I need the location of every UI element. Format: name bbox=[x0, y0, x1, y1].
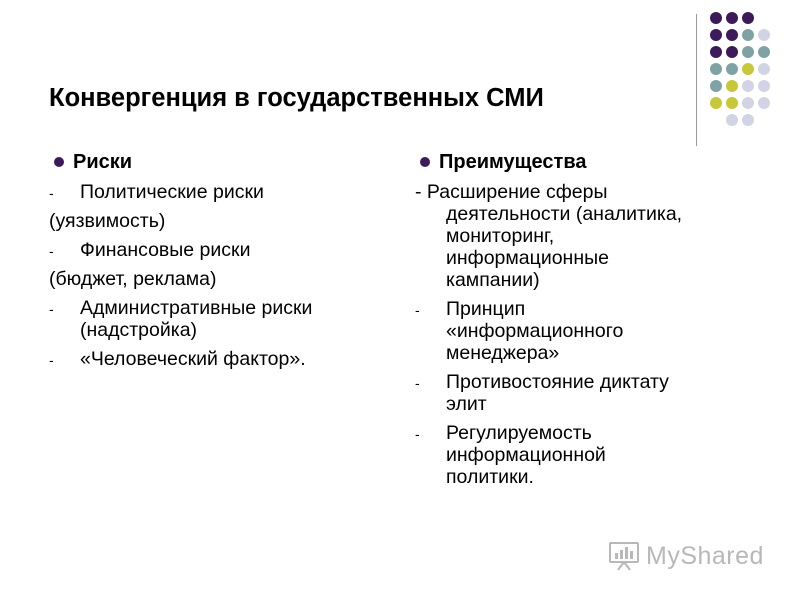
presentation-board-icon bbox=[608, 540, 640, 572]
watermark bbox=[608, 536, 764, 576]
decorative-dot bbox=[726, 80, 738, 92]
list-item bbox=[415, 371, 785, 415]
decorative-dot bbox=[742, 114, 754, 126]
risks-column bbox=[49, 150, 394, 377]
decorative-dot bbox=[758, 80, 770, 92]
bullet-dot-icon bbox=[420, 157, 430, 167]
decorative-dot bbox=[742, 12, 754, 24]
list-item-text: Принцип «информационного менеджера» bbox=[446, 298, 624, 364]
list-item-text: - Расширение сферы деятельности (аналитика, мониторинг, информационные кампании) bbox=[415, 181, 683, 291]
watermark-text: MyShared bbox=[646, 541, 764, 570]
list-item-text: Политические риски bbox=[80, 181, 264, 203]
decorative-dot bbox=[726, 63, 738, 75]
list-item-text: Административные риски (надстройка) bbox=[80, 297, 313, 341]
decorative-dot bbox=[726, 29, 738, 41]
dash-marker: - bbox=[415, 302, 420, 318]
risks-list bbox=[49, 181, 394, 370]
list-item bbox=[49, 297, 394, 341]
decorative-dot bbox=[758, 63, 770, 75]
list-item bbox=[415, 298, 785, 364]
decorative-dot bbox=[710, 97, 722, 109]
decorative-dot bbox=[710, 29, 722, 41]
decorative-dot bbox=[726, 12, 738, 24]
decorative-dot bbox=[742, 63, 754, 75]
decorative-dot bbox=[710, 12, 722, 24]
decorative-dot bbox=[742, 97, 754, 109]
dash-marker: - bbox=[49, 243, 54, 259]
bullet-dot-icon bbox=[54, 157, 64, 167]
dash-marker: - bbox=[49, 352, 54, 368]
decorative-dot bbox=[710, 46, 722, 58]
decorative-dot-grid bbox=[0, 0, 800, 140]
slide-title: Конвергенция в государственных СМИ bbox=[49, 84, 544, 112]
list-item bbox=[49, 348, 394, 370]
list-item bbox=[49, 268, 394, 290]
decorative-dot bbox=[726, 97, 738, 109]
list-item-text: «Человеческий фактор». bbox=[80, 348, 306, 370]
decorative-dot bbox=[758, 46, 770, 58]
decorative-dot bbox=[726, 46, 738, 58]
list-item-text: Противостояние диктату элит bbox=[446, 371, 669, 415]
decorative-dot bbox=[758, 29, 770, 41]
list-item bbox=[49, 210, 394, 232]
decorative-dot bbox=[742, 46, 754, 58]
decorative-dot bbox=[758, 97, 770, 109]
risks-heading-label: Риски bbox=[73, 151, 133, 173]
list-item bbox=[415, 422, 785, 488]
advantages-heading-label: Преимущества bbox=[439, 151, 587, 173]
list-item-text: Финансовые риски bbox=[80, 239, 251, 261]
decorative-dot bbox=[726, 114, 738, 126]
advantages-column bbox=[415, 150, 785, 495]
list-item-text: (бюджет, реклама) bbox=[49, 268, 217, 290]
decorative-dot bbox=[742, 80, 754, 92]
list-item bbox=[415, 181, 785, 291]
dash-marker: - bbox=[49, 301, 54, 317]
list-item-text: Регулируемость информационной политики. bbox=[446, 422, 606, 488]
vertical-divider-line bbox=[696, 14, 697, 146]
list-item bbox=[49, 181, 394, 203]
advantages-heading bbox=[415, 150, 785, 174]
decorative-dot bbox=[710, 63, 722, 75]
risks-heading bbox=[49, 150, 394, 174]
list-item bbox=[49, 239, 394, 261]
dash-marker: - bbox=[49, 185, 54, 201]
dash-marker: - bbox=[415, 426, 420, 442]
dash-marker: - bbox=[415, 375, 420, 391]
decorative-dot bbox=[710, 80, 722, 92]
advantages-list bbox=[415, 181, 785, 488]
decorative-dot bbox=[742, 29, 754, 41]
list-item-text: (уязвимость) bbox=[49, 210, 166, 232]
